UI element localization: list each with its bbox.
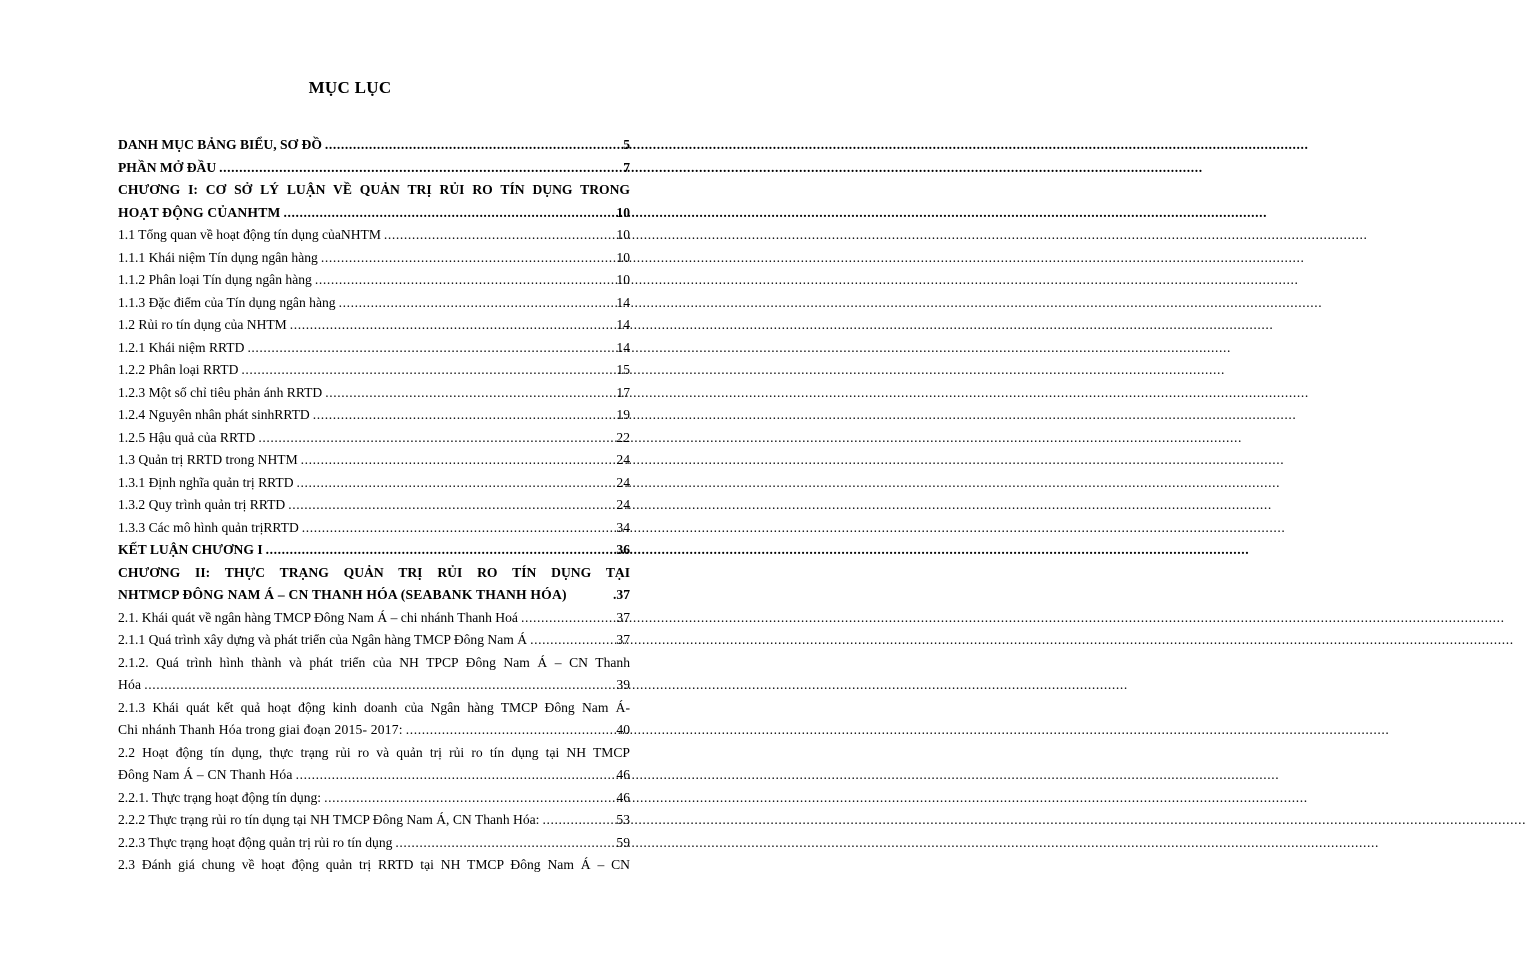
toc-entry-title: 2.1.1 Quá trình xây dựng và phát triển của Ngân hàng TMCP Đông Nam Á bbox=[118, 632, 528, 647]
toc-page-number: 37 bbox=[616, 609, 630, 625]
toc-page-number: 34 bbox=[616, 519, 630, 535]
dot-leader bbox=[241, 359, 605, 382]
toc-entry[interactable] bbox=[118, 404, 630, 427]
toc-entry-title: HOẠT ĐỘNG CỦANHTM bbox=[118, 204, 281, 220]
toc-entry-title: 2.1. Khái quát về ngân hàng TMCP Đông Nam Á – chi nhánh Thanh Hoá bbox=[118, 609, 518, 625]
toc-entry-title: 1.3.1 Định nghĩa quản trị RRTD bbox=[118, 474, 294, 490]
toc-entry[interactable] bbox=[118, 494, 630, 517]
toc-entry-title: 1.2.3 Một số chỉ tiêu phản ánh RRTD bbox=[118, 384, 323, 400]
toc-entry[interactable] bbox=[118, 607, 630, 630]
toc-page-number: .37 bbox=[613, 587, 630, 602]
toc-entry[interactable] bbox=[118, 787, 630, 810]
toc-entry-title: 1.1 Tổng quan về hoạt động tín dụng củaNHTM bbox=[118, 227, 381, 242]
toc-entry[interactable] bbox=[118, 809, 630, 832]
dot-leader bbox=[219, 157, 605, 180]
toc-entry[interactable] bbox=[118, 179, 630, 224]
dot-leader bbox=[296, 764, 605, 787]
toc-entry[interactable] bbox=[118, 652, 630, 697]
dot-leader bbox=[325, 134, 605, 157]
toc-entry[interactable] bbox=[118, 742, 630, 787]
toc-entry-title: NHTMCP ĐÔNG NAM Á – CN THANH HÓA (SEABANK THANH HÓA) bbox=[118, 587, 567, 602]
toc-entry[interactable] bbox=[118, 854, 630, 877]
toc-entry-title: 1.3.3 Các mô hình quản trịRRTD bbox=[118, 519, 299, 535]
toc-page-number: 14 bbox=[616, 339, 630, 355]
page-title: MỤC LỤC bbox=[308, 78, 392, 97]
toc-entry-first-line: 2.1.3 Khái quát kết quả hoạt động kinh doanh của Ngân hàng TMCP Đông Nam Á- bbox=[118, 699, 630, 715]
toc-page-number: 24 bbox=[616, 474, 630, 490]
toc-entry[interactable] bbox=[118, 337, 630, 360]
dot-leader bbox=[339, 292, 605, 315]
toc-entry[interactable] bbox=[118, 224, 630, 247]
toc-page-number: 40 bbox=[616, 722, 630, 737]
toc-entry[interactable] bbox=[118, 269, 630, 292]
dot-leader bbox=[302, 517, 605, 540]
dot-leader bbox=[301, 449, 605, 472]
toc-entry[interactable] bbox=[118, 832, 630, 855]
dot-leader bbox=[521, 607, 605, 630]
toc-entry[interactable] bbox=[118, 697, 630, 742]
toc-entry[interactable] bbox=[118, 517, 630, 540]
toc-page-number: 5 bbox=[623, 137, 630, 152]
toc-entry[interactable] bbox=[118, 449, 630, 472]
toc-entry-title: 1.2.4 Nguyên nhân phát sinhRRTD bbox=[118, 407, 310, 422]
toc-entry[interactable] bbox=[118, 539, 630, 562]
toc-page-number: 19 bbox=[616, 407, 630, 422]
dot-leader bbox=[266, 539, 605, 562]
toc-page-number: 10 bbox=[616, 249, 630, 265]
toc-page-number: 46 bbox=[616, 767, 630, 782]
toc-page-number: 7 bbox=[623, 159, 630, 175]
toc-entry[interactable] bbox=[118, 629, 630, 652]
dot-leader bbox=[247, 337, 605, 360]
dot-leader bbox=[284, 202, 605, 225]
toc-entry-title: 1.1.2 Phân loại Tín dụng ngân hàng bbox=[118, 272, 312, 287]
toc-entry[interactable] bbox=[118, 314, 630, 337]
toc-entry[interactable] bbox=[118, 157, 630, 180]
toc-entry-title: 1.2.1 Khái niệm RRTD bbox=[118, 339, 245, 355]
toc-entry-title: PHẦN MỞ ĐẦU bbox=[118, 159, 217, 175]
dot-leader bbox=[325, 382, 605, 405]
toc-page-number: 14 bbox=[616, 317, 630, 332]
dot-leader bbox=[384, 224, 605, 247]
dot-leader bbox=[297, 472, 605, 495]
toc-entry[interactable] bbox=[118, 562, 630, 607]
dot-leader bbox=[406, 719, 605, 742]
dot-leader bbox=[258, 427, 605, 450]
dot-leader bbox=[313, 404, 605, 427]
dot-leader bbox=[315, 269, 605, 292]
toc-entry[interactable] bbox=[118, 292, 630, 315]
dot-leader bbox=[290, 314, 605, 337]
toc-page-number: 22 bbox=[616, 429, 630, 445]
toc-page-number: 10 bbox=[616, 204, 630, 220]
table-of-contents bbox=[118, 134, 630, 877]
toc-entry-first-line: CHƯƠNG I: CƠ SỞ LÝ LUẬN VỀ QUẢN TRỊ RỦI RO TÍN DỤNG TRONG bbox=[118, 182, 630, 197]
toc-page-number: 46 bbox=[616, 789, 630, 805]
toc-entry-first-line: 2.3 Đánh giá chung về hoạt động quản trị RRTD tại NH TMCP Đông Nam Á – CN bbox=[118, 857, 630, 872]
toc-entry[interactable] bbox=[118, 134, 630, 157]
toc-entry-first-line: 2.1.2. Quá trình hình thành và phát triển của NH TPCP Đông Nam Á – CN Thanh bbox=[118, 654, 630, 670]
dot-leader bbox=[144, 674, 605, 697]
toc-entry-title: 1.3.2 Quy trình quản trị RRTD bbox=[118, 497, 286, 512]
toc-entry-title: 1.2.2 Phân loại RRTD bbox=[118, 362, 239, 377]
toc-entry-title: 1.2 Rủi ro tín dụng của NHTM bbox=[118, 317, 287, 332]
toc-page-number: 24 bbox=[616, 497, 630, 512]
toc-entry-title: 1.3 Quản trị RRTD trong NHTM bbox=[118, 452, 298, 467]
toc-entry-first-line: 2.2 Hoạt động tín dụng, thực trạng rủi ro và quản trị rủi ro tín dụng tại NH TMCP bbox=[118, 744, 630, 760]
toc-page-number: 15 bbox=[616, 362, 630, 377]
toc-page-number: 10 bbox=[616, 227, 630, 242]
toc-entry-title: 2.2.3 Thực trạng hoạt động quản trị rủi ro tín dụng bbox=[118, 834, 393, 850]
toc-entry-title: KẾT LUẬN CHƯƠNG I bbox=[118, 542, 263, 557]
toc-entry[interactable] bbox=[118, 382, 630, 405]
dot-leader bbox=[324, 787, 605, 810]
toc-entry[interactable] bbox=[118, 427, 630, 450]
dot-leader bbox=[530, 629, 605, 652]
toc-page-number: 14 bbox=[616, 294, 630, 310]
toc-page-number: 39 bbox=[616, 677, 630, 692]
dot-leader bbox=[321, 247, 605, 270]
toc-entry-title: Đông Nam Á – CN Thanh Hóa bbox=[118, 767, 293, 782]
toc-entry-title: Hóa bbox=[118, 677, 142, 692]
toc-entry-title: 1.1.3 Đặc điểm của Tín dụng ngân hàng bbox=[118, 294, 336, 310]
toc-entry-title: 1.2.5 Hậu quả của RRTD bbox=[118, 429, 256, 445]
toc-entry-title: 2.2.2 Thực trạng rủi ro tín dụng tại NH TMCP Đông Nam Á, CN Thanh Hóa: bbox=[118, 812, 540, 827]
toc-page-number: 53 bbox=[616, 812, 630, 827]
dot-leader bbox=[395, 832, 605, 855]
toc-page-number: 37 bbox=[616, 632, 630, 647]
toc-entry[interactable] bbox=[118, 472, 630, 495]
toc-page-number: 36 bbox=[616, 542, 630, 557]
toc-entry-title: DANH MỤC BẢNG BIỂU, SƠ ĐỒ bbox=[118, 137, 322, 152]
dot-leader bbox=[542, 809, 605, 832]
toc-page-number: 59 bbox=[616, 834, 630, 850]
toc-entry[interactable] bbox=[118, 359, 630, 382]
toc-page-number: 17 bbox=[616, 384, 630, 400]
toc-entry-first-line: CHƯƠNG II: THỰC TRẠNG QUẢN TRỊ RỦI RO TÍN DỤNG TẠI bbox=[118, 564, 630, 580]
toc-page-number: 24 bbox=[616, 452, 630, 467]
dot-leader bbox=[288, 494, 605, 517]
toc-entry-title: Chi nhánh Thanh Hóa trong giai đoạn 2015- 2017: bbox=[118, 722, 403, 737]
toc-entry[interactable] bbox=[118, 247, 630, 270]
toc-page-number: 10 bbox=[616, 272, 630, 287]
toc-entry-title: 1.1.1 Khái niệm Tín dụng ngân hàng bbox=[118, 249, 318, 265]
toc-entry-title: 2.2.1. Thực trạng hoạt động tín dụng: bbox=[118, 789, 322, 805]
